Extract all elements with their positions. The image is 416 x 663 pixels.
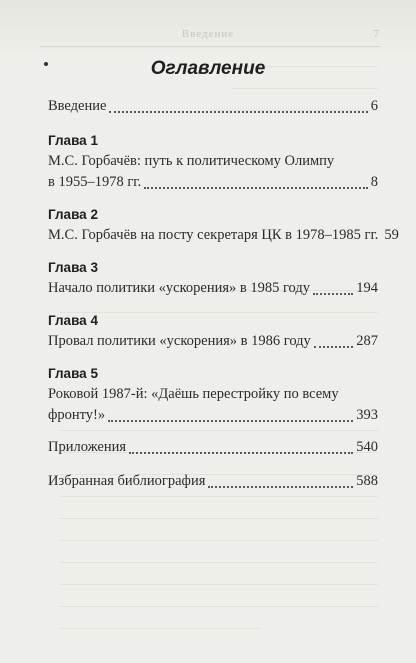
page-number: 8: [370, 174, 378, 190]
toc-entry: [48, 257, 378, 299]
entry-line: [48, 172, 378, 193]
chapter-label: Глава 2: [48, 207, 98, 222]
toc-entry: [48, 204, 399, 246]
running-title: Введение: [181, 28, 235, 40]
entry-line: [48, 225, 399, 246]
entry-line: [48, 278, 378, 299]
header-rule: [40, 46, 380, 47]
entry-title: М.С. Горбачёв: путь к политическому Олимпу: [48, 153, 335, 169]
entry-title: в 1955–1978 гг.: [48, 174, 142, 190]
page-number: 393: [356, 407, 378, 423]
page-number: 287: [356, 333, 378, 349]
dot-leader: [314, 346, 353, 348]
toc-entry: [48, 130, 378, 193]
entry-title: Роковой 1987-й: «Даёшь перестройку по всему: [48, 386, 339, 402]
toc-entry: [48, 437, 378, 458]
toc-entry: [48, 96, 378, 117]
entry-line: [48, 96, 378, 117]
entry-title: Начало политики «ускорения» в 1985 году: [48, 280, 311, 296]
entry-title: Избранная библиография: [48, 473, 206, 489]
page-number: 540: [356, 439, 378, 455]
entry-title: М.С. Горбачёв на посту секретаря ЦК в 1978–1985 гг.: [48, 227, 379, 243]
running-header: [0, 28, 416, 40]
toc-entry: [48, 471, 378, 492]
entry-title: Провал политики «ускорения» в 1986 году: [48, 333, 311, 349]
entry-line: [48, 437, 378, 458]
toc-entry: [48, 363, 378, 426]
table-of-contents: [48, 96, 399, 505]
chapter-label: Глава 1: [48, 133, 98, 148]
dot-leader: [108, 420, 353, 422]
chapter-label: Глава 3: [48, 260, 98, 275]
entry-line: [48, 331, 378, 352]
dot-leader: [313, 293, 353, 295]
chapter-label: Глава 4: [48, 313, 98, 328]
header-page-number: 7: [373, 28, 380, 40]
entry-title: Приложения: [48, 439, 127, 455]
page-number: 588: [356, 473, 378, 489]
dot-leader: [208, 486, 353, 488]
entry-line: [48, 471, 378, 492]
page-number: 59: [384, 227, 399, 243]
entry-line: [48, 405, 378, 426]
entry-title: фронту!»: [48, 407, 106, 423]
dot-leader: [129, 452, 353, 454]
toc-entry: [48, 310, 378, 352]
entry-title: Введение: [48, 98, 107, 114]
dot-leader: [144, 187, 368, 189]
chapter-label: Глава 5: [48, 366, 98, 381]
page-number: 194: [356, 280, 378, 296]
toc-title: Оглавление: [150, 58, 266, 79]
dot-leader: [109, 111, 367, 113]
page-number: 6: [370, 98, 378, 114]
